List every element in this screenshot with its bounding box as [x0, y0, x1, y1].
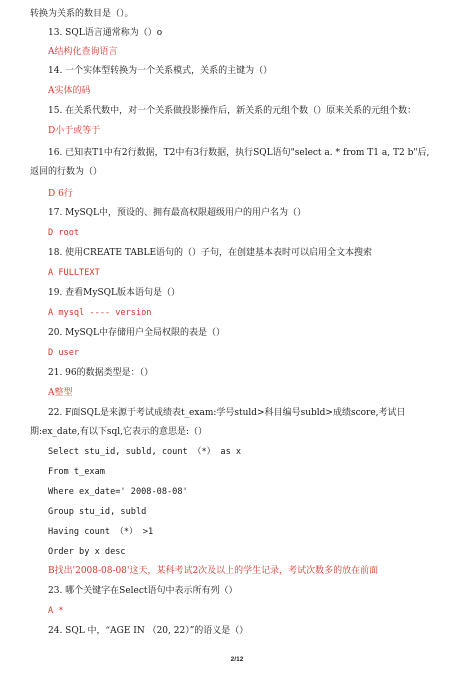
- sql-line: Where ex_date=' 2008-08-08': [48, 487, 188, 497]
- question-14: 14. 一个实体型转换为一个关系模式，关系的主键为（）: [48, 66, 273, 76]
- question-16-continued: 返回的行数为（）: [30, 167, 103, 177]
- question-20: 20. MySQL中存储用户全局权限的表是（）: [48, 328, 225, 338]
- question-21: 21. 96的数据类型是：（）: [48, 368, 154, 378]
- answer-16: D 6行: [48, 189, 73, 199]
- question-13: 13. SQL语言通常称为（）o: [48, 28, 163, 38]
- question-19: 19. 查看MySQL版本语句是（）: [48, 288, 180, 298]
- sql-line: Group stu_id, subld: [48, 507, 147, 517]
- question-18: 18. 使用CREATE TABLE语句的（）子句，在创建基本表时可以启用全文本搜索: [48, 248, 373, 258]
- answer-22: B找出'2008-08-08'这天，某科考试2次及以上的学生记录，考试次数多的放在前面: [48, 566, 379, 576]
- question-24: 24. SQL 中，“AGE IN （20, 22）”的语义是（）: [48, 626, 249, 636]
- answer-13: A结构化查询语言: [48, 47, 118, 57]
- question-17: 17. MySQL中，预设的、拥有最高权限超级用户的用户名为（）: [48, 208, 306, 218]
- answer-18: A FULLTEXT: [48, 268, 100, 278]
- sql-line: Select stu_id, subld, count （*） as x: [48, 447, 242, 457]
- answer-21: A整型: [48, 388, 73, 398]
- text-line: 转换为关系的数目是（）。: [30, 9, 134, 19]
- question-16: 16. 已知表T1中有2行数据，T2中有3行数据，执行SQL语句"select a. * from T1 a, T2 b"后,: [48, 148, 430, 158]
- question-23: 23. 哪个关键字在Select语句中表示所有列（）: [48, 586, 238, 596]
- page-number: 2/12: [230, 656, 244, 663]
- answer-23: A *: [48, 606, 64, 616]
- answer-20: D user: [48, 348, 80, 358]
- answer-15: D小于或等于: [48, 126, 101, 136]
- sql-line: From t_exam: [48, 467, 105, 477]
- answer-14: A实体的码: [48, 86, 91, 96]
- question-15: 15. 在关系代数中，对一个关系做投影操作后，新关系的元组个数（）原来关系的元组个数：: [48, 106, 417, 116]
- sql-line: Having count （*） >1: [48, 527, 154, 537]
- question-22: 22. F面SQL是来源于考试成绩表t_exam:学号stuld>科目编号subld>成绩score,考试日: [48, 408, 406, 418]
- question-22-continued: 期:ex_date,有以下sql,它表示的意思是:（）: [30, 427, 208, 437]
- answer-17: D root: [48, 228, 80, 238]
- sql-line: Order by x desc: [48, 547, 126, 557]
- answer-19: A mysql ---- version: [48, 308, 152, 318]
